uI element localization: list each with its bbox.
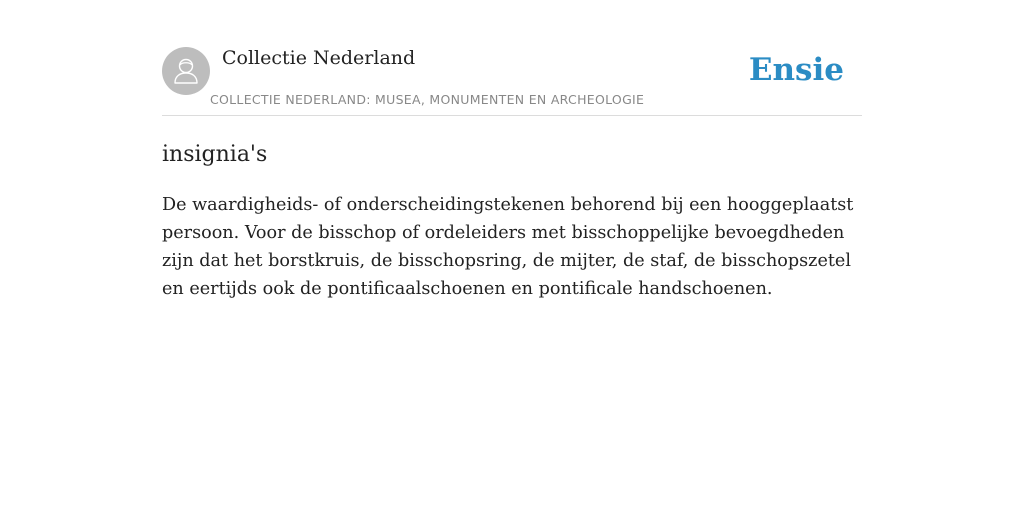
definition-card <box>162 46 862 303</box>
author-avatar[interactable] <box>162 47 210 95</box>
ensie-logo[interactable]: Ensie <box>748 52 844 88</box>
card-header <box>162 46 862 116</box>
author-name[interactable]: Collectie Nederland <box>222 47 416 69</box>
term-title: insignia's <box>162 142 268 167</box>
term-definition: De waardigheids- of onderscheidingstekenen behorend bij een hooggeplaatst persoon. Voor de bisschop of ordeleiders met bisschoppelijke bevoegdheden zijn dat het borstkruis, de bisschopsring, de mijter, de staf, de bisschopszetel en eertijds ook de pontificaalschoenen en pontificale handschoenen. <box>162 195 854 299</box>
source-label[interactable]: COLLECTIE NEDERLAND: MUSEA, MONUMENTEN EN ARCHEOLOGIE <box>210 92 645 107</box>
user-silhouette-icon <box>171 56 201 86</box>
